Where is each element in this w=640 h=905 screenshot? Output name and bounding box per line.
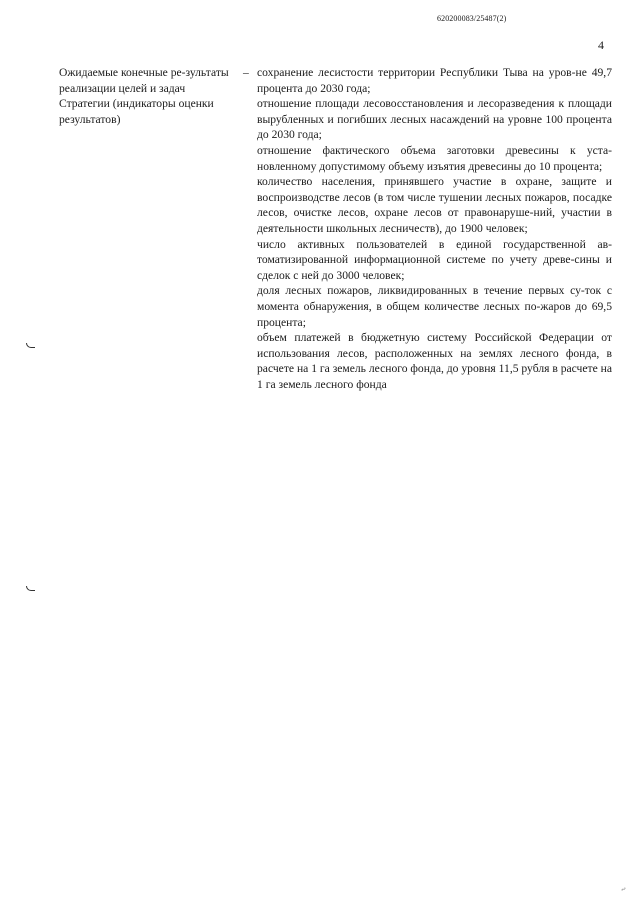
section-label: Ожидаемые конечные ре-зультаты реализации целей и задач Стратегии (индикаторы оценки результатов) <box>59 66 229 126</box>
indicator-item: отношение фактического объема заготовки древесины к уста-новленному допустимому объему изъятия древесины до 10 процента; <box>257 143 612 173</box>
indicator-item: число активных пользователей в единой государственной ав-томатизированной информационной системе по учету древе-сины и сделок с ней до 3000 человек; <box>257 237 612 282</box>
corner-scribble-icon: ~ <box>618 883 629 895</box>
scan-binding-mark-icon <box>26 586 35 591</box>
document-code: 620200083/25487(2) <box>437 14 507 23</box>
list-dash: – <box>243 66 249 79</box>
indicator-item: доля лесных пожаров, ликвидированных в течение первых су-ток с момента обнаружения, в общем количестве лесных по-жаров до 69,5 процента; <box>257 284 612 329</box>
indicator-item: количество населения, принявшего участие в охране, защите и воспроизводстве лесов (в том числе тушении лесных пожаров, посадке лесов, очистке лесов, охране лесов от правонаруше-ний, участии в деятельности школьных лесничеств), до 1900 человек; <box>257 175 612 235</box>
indicators-list <box>257 65 612 392</box>
indicator-item: сохранение лесистости территории Республики Тыва на уров-не 49,7 процента до 2030 года; <box>257 66 612 95</box>
scan-binding-mark-icon <box>26 343 35 348</box>
indicator-item: отношение площади лесовосстановления и лесоразведения к площади вырубленных и погибших лесных насаждений на уровне 100 процента до 2030 года; <box>257 97 612 142</box>
page-number: 4 <box>598 38 604 52</box>
indicator-item: объем платежей в бюджетную систему Российской Федерации от использования лесов, расположенных на землях лесного фонда, в расчете на 1 га земель лесного фонда, до уровня 11,5 рубля в расчете на 1 га земель лесного фонда <box>257 331 612 391</box>
